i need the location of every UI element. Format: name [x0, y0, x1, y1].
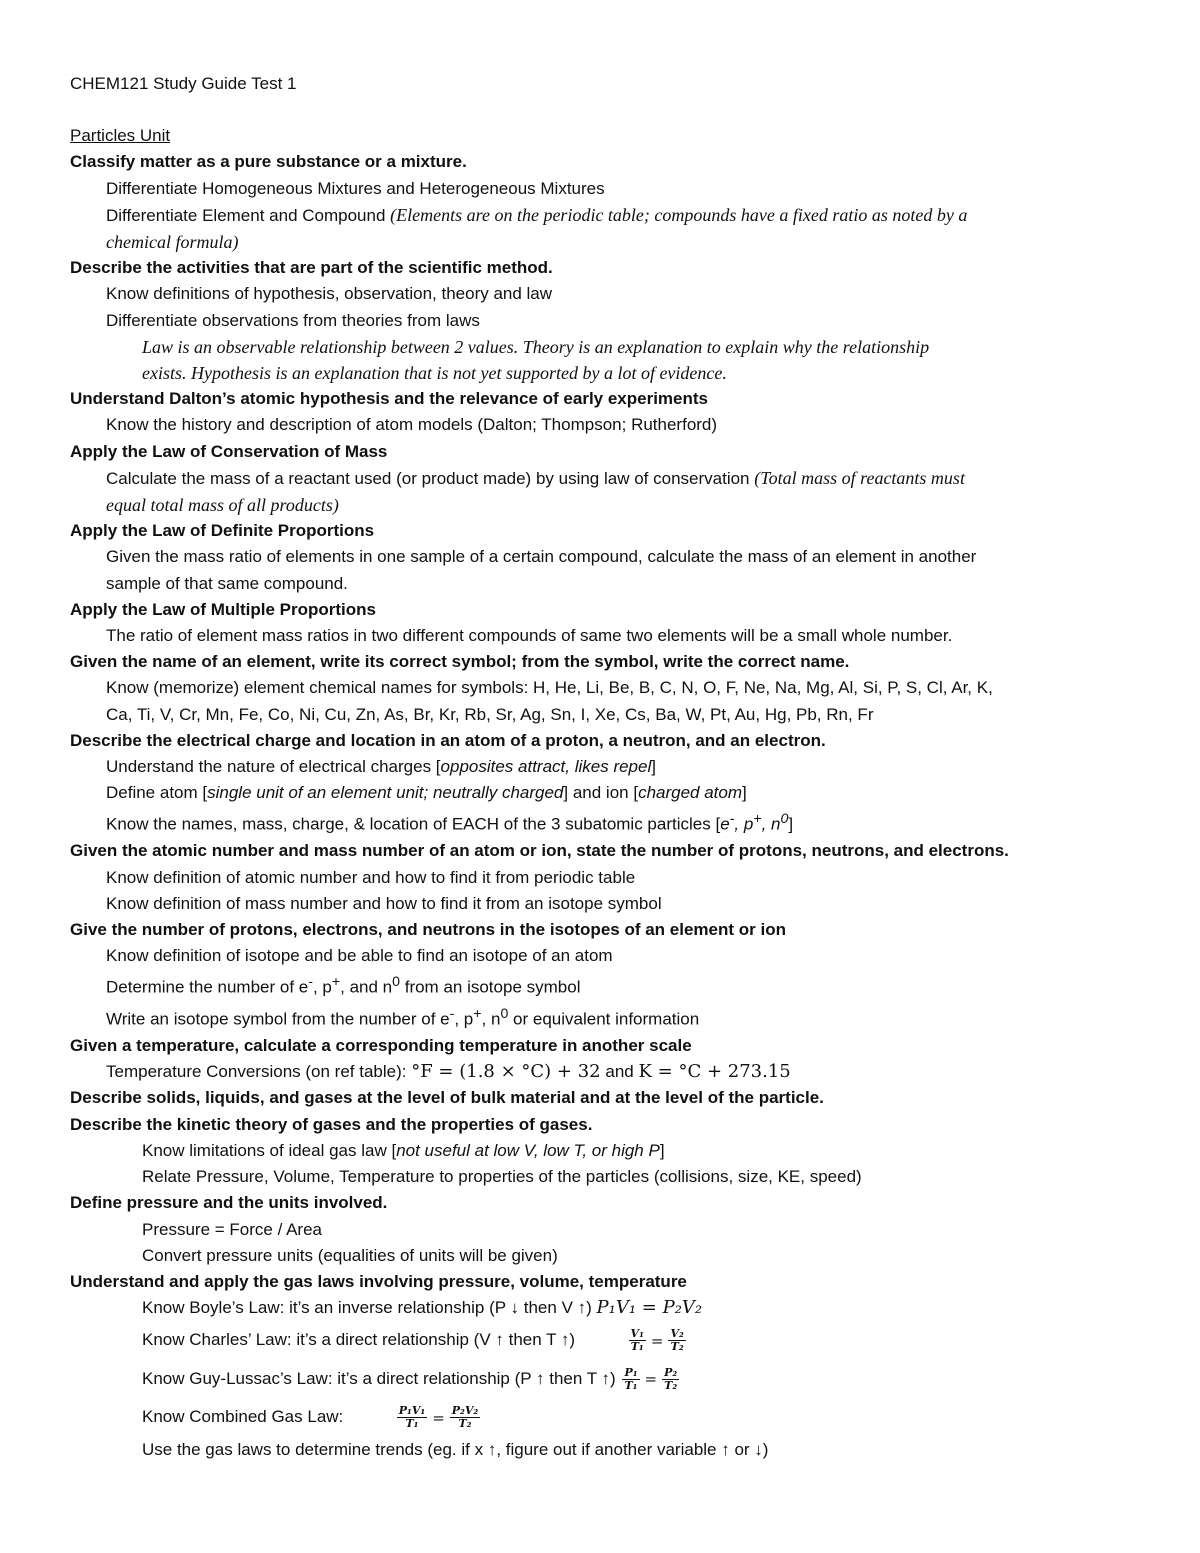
- superscript: 0: [500, 1006, 509, 1023]
- item-text: ]: [742, 783, 747, 803]
- item: Relate Pressure, Volume, Temperature to properties of the particles (collisions, size, KE, speed): [142, 1167, 862, 1187]
- item-text: , n: [481, 1009, 501, 1029]
- fraction: [397, 1405, 427, 1430]
- denominator: T₂: [458, 1417, 472, 1431]
- numerator: V₂: [670, 1327, 684, 1341]
- numerator: P₁: [624, 1365, 638, 1379]
- guy-lussac-law: [70, 1360, 1140, 1399]
- item-text: Know Charles’ Law: it’s a direct relationship (V ↑ then T ↑): [142, 1330, 576, 1350]
- combined-gas-law: [70, 1398, 1140, 1437]
- item-text: Calculate the mass of a reactant used (or product made) by using law of conservation: [106, 468, 750, 488]
- item-text: Know Guy-Lussac’s Law: it’s a direct relationship (P ↑ then T ↑): [142, 1368, 616, 1388]
- fraction: [668, 1328, 685, 1353]
- item: Know definition of isotope and be able to find an isotope of an atom: [106, 946, 613, 966]
- item: Know the history and description of atom models (Dalton; Thompson; Rutherford): [106, 415, 718, 435]
- numerator: P₂: [664, 1365, 678, 1379]
- numerator: V₁: [630, 1327, 644, 1341]
- item-note-cont: equal total mass of all products): [106, 495, 339, 516]
- section-heading: Describe the electrical charge and location in an atom of a proton, a neutron, and an electron.: [70, 730, 826, 750]
- item: Differentiate Homogeneous Mixtures and Heterogeneous Mixtures: [106, 178, 605, 198]
- superscript: +: [331, 974, 341, 991]
- section-heading: Classify matter as a pure substance or a mixture.: [70, 152, 467, 172]
- item: [70, 754, 1140, 780]
- fraction: [622, 1367, 639, 1392]
- item-note: (Total mass of reactants must: [754, 467, 965, 488]
- denominator: T₁: [405, 1417, 419, 1431]
- item-note: opposites attract, likes repel: [440, 757, 652, 777]
- item: [70, 806, 1140, 838]
- section-heading: Apply the Law of Multiple Proportions: [70, 599, 376, 619]
- item: [70, 202, 1140, 229]
- superscript: +: [473, 1006, 482, 1023]
- denominator: T₂: [664, 1378, 678, 1392]
- item-note: (Elements are on the periodic table; compounds have a fixed ratio as noted by a: [390, 204, 968, 225]
- equals-sign: =: [644, 1370, 658, 1389]
- item: [70, 1059, 1140, 1085]
- item-text: from an isotope symbol: [400, 978, 581, 998]
- item: Convert pressure units (equalities of units will be given): [142, 1245, 558, 1265]
- fraction: [629, 1328, 646, 1353]
- section-heading: Understand Dalton’s atomic hypothesis and the relevance of early experiments: [70, 389, 709, 409]
- unit-heading: Particles Unit: [70, 126, 171, 146]
- item: Know definition of mass number and how to find it from an isotope symbol: [106, 893, 662, 913]
- item: [70, 1138, 1140, 1164]
- denominator: T₁: [624, 1378, 638, 1392]
- item-text: and: [605, 1062, 634, 1082]
- numerator: P₁V₁: [398, 1404, 426, 1418]
- document-title: CHEM121 Study Guide Test 1: [70, 74, 297, 93]
- superscript: -: [729, 811, 735, 828]
- item-text: or equivalent information: [508, 1009, 700, 1029]
- item-note: single unit of an element unit; neutrally charged: [207, 783, 564, 803]
- section-heading: Define pressure and the units involved.: [70, 1193, 388, 1213]
- superscript: +: [753, 811, 762, 828]
- item-text: , p: [454, 1009, 474, 1029]
- section-heading: Give the number of protons, electrons, and neutrons in the isotopes of an element or ion: [70, 919, 786, 939]
- section-heading: Apply the Law of Definite Proportions: [70, 521, 375, 541]
- superscript: 0: [392, 974, 400, 991]
- item-text: Know limitations of ideal gas law [: [142, 1140, 397, 1160]
- section-heading: Given the atomic number and mass number of an atom or ion, state the number of protons, neutrons, and electrons.: [70, 841, 1009, 861]
- item-note-cont: chemical formula): [106, 232, 239, 253]
- spacer: [70, 97, 1140, 123]
- kelvin-formula: K = °C + 273.15: [638, 1061, 791, 1083]
- boyle-equation: P₁V₁ = P₂V₂: [596, 1297, 703, 1319]
- boyle-law: [70, 1295, 1140, 1321]
- fahrenheit-formula: °F = (1.8 × °C) + 32: [411, 1061, 601, 1083]
- item-text: ]: [651, 757, 656, 777]
- fraction: [450, 1405, 480, 1430]
- section-heading: Describe solids, liquids, and gases at the level of bulk material and at the level of the particle.: [70, 1088, 824, 1108]
- section-heading: Understand and apply the gas laws involving pressure, volume, temperature: [70, 1271, 687, 1291]
- superscript: -: [449, 1006, 455, 1023]
- item: Know (memorize) element chemical names for symbols: H, He, Li, Be, B, C, N, O, F, Ne, Na, Mg, Al, Si, P, S, Cl, Ar, K,: [106, 678, 993, 698]
- item: Given the mass ratio of elements in one sample of a certain compound, calculate the mass of an element in another: [106, 547, 977, 567]
- item-note: , p: [734, 815, 754, 835]
- item-text: , p: [312, 978, 332, 998]
- denominator: T₁: [630, 1340, 644, 1354]
- item-text: Understand the nature of electrical charges [: [106, 757, 441, 777]
- section-heading: Describe the kinetic theory of gases and the properties of gases.: [70, 1114, 593, 1134]
- study-guide-page: [70, 71, 1140, 1463]
- item: Ca, Ti, V, Cr, Mn, Fe, Co, Ni, Cu, Zn, As, Br, Kr, Rb, Sr, Ag, Sn, I, Xe, Cs, Ba, W, Pt, Au, Hg, Pb, Rn, Fr: [106, 704, 874, 724]
- fraction: [662, 1367, 679, 1392]
- item: [70, 1001, 1140, 1033]
- item-text: Temperature Conversions (on ref table):: [106, 1062, 407, 1082]
- item-note: , n: [761, 815, 781, 835]
- item-text: Know the names, mass, charge, & location of EACH of the 3 subatomic particles [: [106, 815, 721, 835]
- item-note: e: [720, 815, 730, 835]
- item: The ratio of element mass ratios in two different compounds of same two elements will be a small whole number.: [106, 626, 953, 646]
- charles-law: [70, 1321, 1140, 1360]
- denominator: T₂: [670, 1340, 684, 1354]
- equals-sign: =: [650, 1331, 664, 1350]
- numerator: P₂V₂: [451, 1404, 479, 1418]
- item-note: Law is an observable relationship between 2 values. Theory is an explanation to explain why the relationship: [142, 336, 930, 357]
- item-text: ] and ion [: [563, 783, 639, 803]
- item: sample of that same compound.: [106, 573, 348, 593]
- item-text: Differentiate Element and Compound: [106, 205, 386, 225]
- item: [70, 780, 1140, 806]
- item-note: not useful at low V, low T, or high P: [396, 1140, 660, 1160]
- superscript: -: [308, 974, 313, 991]
- item-text: Define atom [: [106, 783, 208, 803]
- item-text: Know Combined Gas Law:: [142, 1407, 344, 1427]
- item-text: ]: [659, 1140, 665, 1160]
- item-text: Determine the number of e: [106, 978, 309, 998]
- item-note: exists. Hypothesis is an explanation that is not yet supported by a lot of evidence.: [142, 363, 727, 384]
- item: Know definition of atomic number and how to find it from periodic table: [106, 867, 636, 887]
- item: Differentiate observations from theories from laws: [106, 310, 480, 330]
- item: [70, 969, 1140, 1001]
- equals-sign: =: [432, 1408, 445, 1427]
- item: Use the gas laws to determine trends (eg. if x ↑, figure out if another variable ↑ or ↓): [142, 1439, 769, 1459]
- section-heading: Apply the Law of Conservation of Mass: [70, 441, 388, 461]
- item-note: charged atom: [638, 783, 743, 803]
- superscript: 0: [780, 811, 789, 828]
- section-heading: Given the name of an element, write its correct symbol; from the symbol, write the correct name.: [70, 652, 850, 672]
- item-text: Write an isotope symbol from the number of e: [106, 1009, 450, 1029]
- item: [70, 465, 1140, 492]
- item: Know definitions of hypothesis, observation, theory and law: [106, 284, 553, 304]
- section-heading: Describe the activities that are part of the scientific method.: [70, 258, 553, 278]
- item-text: , and n: [340, 978, 393, 998]
- item: Pressure = Force / Area: [142, 1219, 322, 1239]
- item-text: ]: [788, 815, 794, 835]
- section-heading: Given a temperature, calculate a corresponding temperature in another scale: [70, 1036, 692, 1056]
- item-text: Know Boyle’s Law: it’s an inverse relationship (P ↓ then V ↑): [142, 1298, 592, 1318]
